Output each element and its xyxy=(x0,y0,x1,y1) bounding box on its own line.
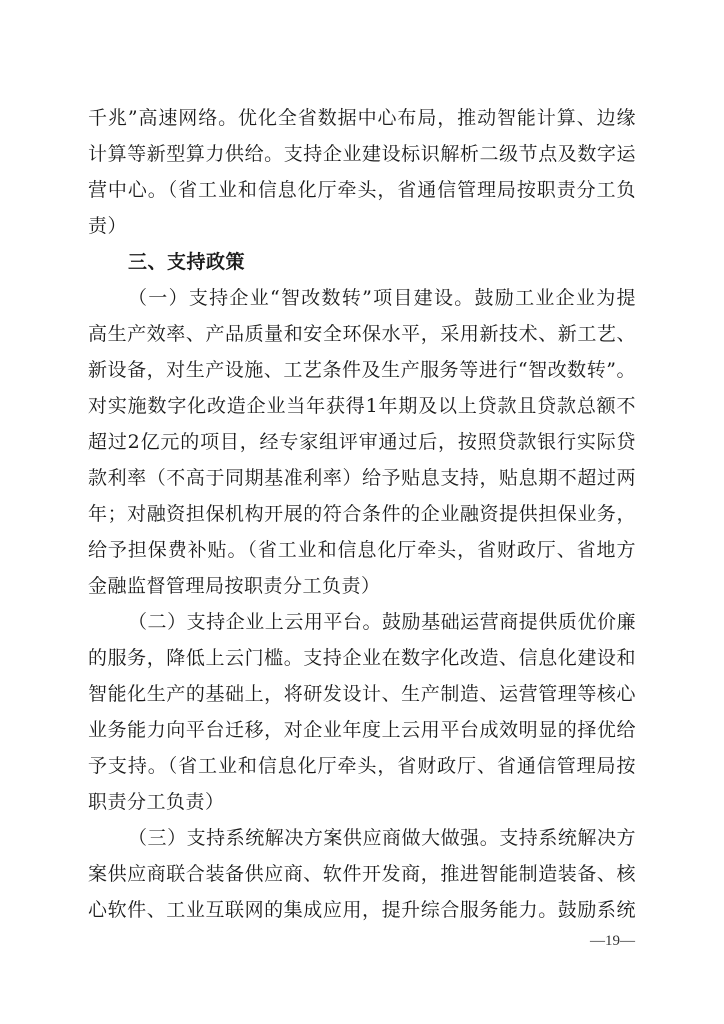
body-text-line: 高生产效率、产品质量和安全环保水平，采用新技术、新工艺、 xyxy=(88,323,636,345)
body-text-line: 智能化生产的基础上，将研发设计、生产制造、运营管理等核心 xyxy=(88,683,636,705)
body-text-line: 年；对融资担保机构开展的符合条件的企业融资提供担保业务， xyxy=(88,503,636,525)
body-text-line: 案供应商联合装备供应商、软件开发商，推进智能制造装备、核 xyxy=(88,863,636,885)
body-text-line: 予支持。（省工业和信息化厅牵头，省财政厅、省通信管理局按 xyxy=(88,755,636,777)
body-text-line: 给予担保费补贴。（省工业和信息化厅牵头，省财政厅、省地方 xyxy=(88,539,636,561)
body-text-line: 心软件、工业互联网的集成应用，提升综合服务能力。鼓励系统 xyxy=(88,899,636,921)
body-text-line: 金融监督管理局按职责分工负责） xyxy=(88,575,381,597)
body-text-line: 新设备，对生产设施、工艺条件及生产服务等进行“智改数转”。 xyxy=(88,359,636,381)
body-text-line: 款利率（不高于同期基准利率）给予贴息支持，贴息期不超过两 xyxy=(88,467,636,489)
body-text-line: 营中心。（省工业和信息化厅牵头，省通信管理局按职责分工负 xyxy=(88,179,636,201)
section-heading: 三、支持政策 xyxy=(128,251,246,273)
body-text-line: 超过2亿元的项目，经专家组评审通过后，按照贷款银行实际贷 xyxy=(88,431,636,453)
body-text-line: 千兆”高速网络。优化全省数据中心布局，推动智能计算、边缘 xyxy=(88,107,636,129)
paragraph-first-line: （二）支持企业上云用平台。鼓励基础运营商提供质优价廉 xyxy=(128,611,636,633)
paragraph-first-line: （一）支持企业“智改数转”项目建设。鼓励工业企业为提 xyxy=(128,287,636,309)
paragraph-first-line: （三）支持系统解决方案供应商做大做强。支持系统解决方 xyxy=(128,827,636,849)
body-text-line: 对实施数字化改造企业当年获得1年期及以上贷款且贷款总额不 xyxy=(88,395,636,417)
body-text-line: 计算等新型算力供给。支持企业建设标识解析二级节点及数字运 xyxy=(88,143,636,165)
body-text-line: 职责分工负责） xyxy=(88,791,225,813)
page-number: —19— xyxy=(590,933,635,949)
body-text-line: 的服务，降低上云门槛。支持企业在数字化改造、信息化建设和 xyxy=(88,647,636,669)
body-text-line: 业务能力向平台迁移，对企业年度上云用平台成效明显的择优给 xyxy=(88,719,636,741)
body-text-line: 责） xyxy=(88,215,128,237)
